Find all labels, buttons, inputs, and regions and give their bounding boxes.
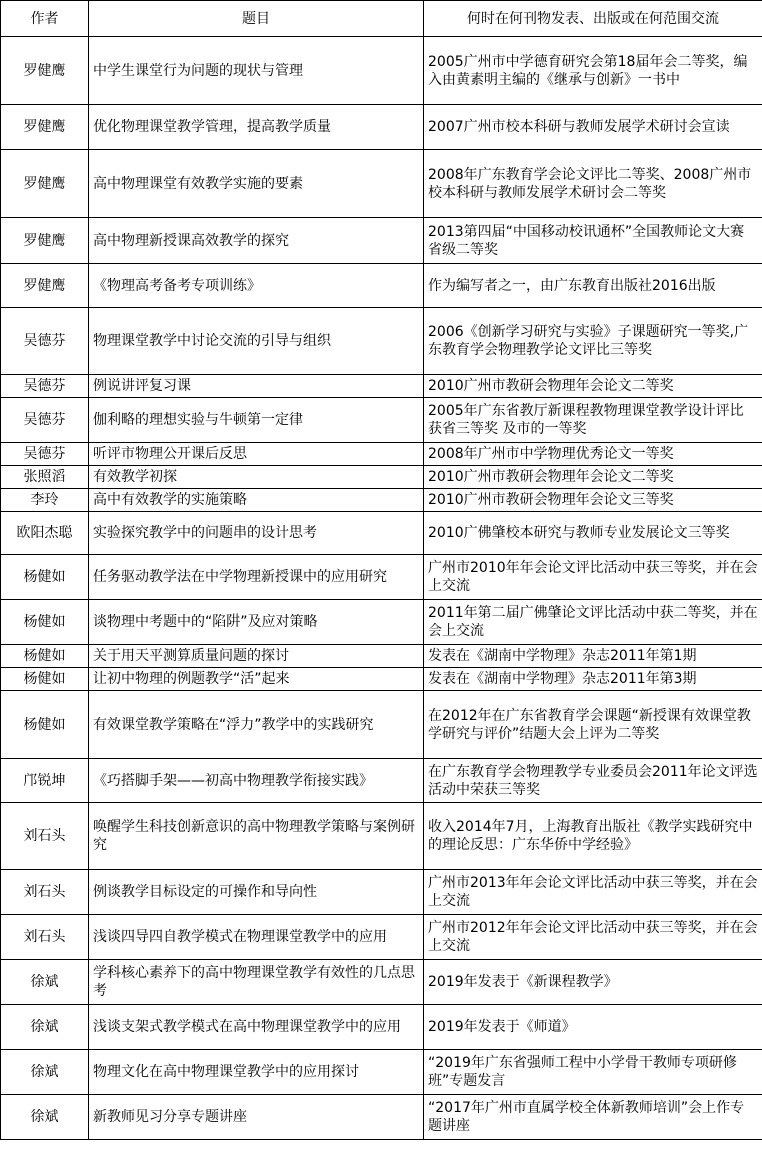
title-cell: 物理文化在高中物理课堂教学中的应用探讨: [89, 1050, 424, 1095]
author-cell: 罗健鹰: [1, 150, 89, 218]
where-cell: 广州市2013年年会论文评比活动中获三等奖，并在会上交流: [424, 870, 762, 915]
where-cell: 广州市2012年年会论文评比活动中获三等奖，并在会上交流: [424, 915, 762, 960]
table-row: [1, 960, 762, 1005]
table-row: [1, 150, 762, 218]
title-cell: 《巧搭脚手架——初高中物理教学衔接实践》: [89, 759, 424, 803]
table-row: [1, 264, 762, 308]
where-cell: “2019年广东省强师工程中小学骨干教师专项研修班”专题发言: [424, 1050, 762, 1095]
author-cell: 罗健鹰: [1, 218, 89, 264]
author-cell: 徐斌: [1, 1050, 89, 1095]
table-row: [1, 600, 762, 645]
table-row: [1, 308, 762, 375]
table-row: [1, 555, 762, 600]
title-cell: 有效教学初探: [89, 466, 424, 489]
where-cell: 2010广州市教研会物理年会论文三等奖: [424, 489, 762, 512]
title-cell: 优化物理课堂教学管理，提高教学质量: [89, 105, 424, 150]
where-cell: 2019年发表于《新课程教学》: [424, 960, 762, 1005]
title-cell: 学科核心素养下的高中物理课堂教学有效性的几点思考: [89, 960, 424, 1005]
where-cell: 收入2014年7月，上海教育出版社《教学实践研究中的理论反思：广东华侨中学经验》: [424, 803, 762, 870]
author-cell: 徐斌: [1, 1095, 89, 1140]
where-cell: 2011年第二届广佛肇论文评比活动中获二等奖，并在会上交流: [424, 600, 762, 645]
where-cell: “2017年广州市直属学校全体新教师培训”会上作专题讲座: [424, 1095, 762, 1140]
table-row: [1, 512, 762, 555]
author-cell: 罗健鹰: [1, 105, 89, 150]
table-row: [1, 1050, 762, 1095]
author-cell: 刘石头: [1, 803, 89, 870]
table-row: [1, 375, 762, 398]
where-cell: 在广东教育学会物理教学专业委员会2011年论文评选活动中荣获三等奖: [424, 759, 762, 803]
where-cell: 2005广州市中学德育研究会第18届年会二等奖，编入由黄素明主编的《继承与创新》一书中: [424, 37, 762, 105]
table-row: [1, 1095, 762, 1140]
table-row: [1, 691, 762, 759]
title-cell: 浅谈支架式教学模式在高中物理课堂教学中的应用: [89, 1005, 424, 1050]
author-cell: 杨健如: [1, 691, 89, 759]
where-cell: 2010广佛肇校本研究与教师专业发展论文三等奖: [424, 512, 762, 555]
author-cell: 吴德芬: [1, 308, 89, 375]
title-cell: 高中有效教学的实施策略: [89, 489, 424, 512]
where-cell: 2010广州市教研会物理年会论文二等奖: [424, 375, 762, 398]
table-row: [1, 668, 762, 691]
title-cell: 中学生课堂行为问题的现状与管理: [89, 37, 424, 105]
title-cell: 伽利略的理想实验与牛顿第一定律: [89, 398, 424, 443]
title-cell: 有效课堂教学策略在“浮力”教学中的实践研究: [89, 691, 424, 759]
table-row: [1, 1005, 762, 1050]
where-cell: 2008年广州市中学物理优秀论文一等奖: [424, 443, 762, 466]
author-cell: 杨健如: [1, 668, 89, 691]
author-cell: 吴德芬: [1, 398, 89, 443]
where-cell: 2007广州市校本科研与教师发展学术研讨会宣读: [424, 105, 762, 150]
title-cell: 例谈教学目标设定的可操作和导向性: [89, 870, 424, 915]
author-cell: 吴德芬: [1, 375, 89, 398]
title-cell: 任务驱动教学法在中学物理新授课中的应用研究: [89, 555, 424, 600]
table-row: [1, 443, 762, 466]
table-row: [1, 915, 762, 960]
author-cell: 罗健鹰: [1, 37, 89, 105]
author-cell: 杨健如: [1, 555, 89, 600]
title-cell: 《物理高考备考专项训练》: [89, 264, 424, 308]
table-row: [1, 218, 762, 264]
author-cell: 欧阳杰聪: [1, 512, 89, 555]
title-cell: 高中物理新授课高效教学的探究: [89, 218, 424, 264]
where-cell: 2008年广东教育学会论文评比二等奖、2008广州市校本科研与教师发展学术研讨会二等奖: [424, 150, 762, 218]
title-cell: 物理课堂教学中讨论交流的引导与组织: [89, 308, 424, 375]
author-cell: 罗健鹰: [1, 264, 89, 308]
title-cell: 唤醒学生科技创新意识的高中物理教学策略与案例研究: [89, 803, 424, 870]
table-row: [1, 803, 762, 870]
header-row: [1, 1, 762, 37]
header-author: 作者: [1, 1, 89, 37]
table-row: [1, 105, 762, 150]
author-cell: 张照滔: [1, 466, 89, 489]
where-cell: 2019年发表于《师道》: [424, 1005, 762, 1050]
author-cell: 刘石头: [1, 870, 89, 915]
author-cell: 杨健如: [1, 600, 89, 645]
header-where: 何时在何刊物发表、出版或在何范围交流: [424, 1, 762, 37]
title-cell: 关于用天平测算质量问题的探讨: [89, 645, 424, 668]
title-cell: 听评市物理公开课后反思: [89, 443, 424, 466]
author-cell: 李玲: [1, 489, 89, 512]
where-cell: 2006《创新学习研究与实验》子课题研究一等奖,广东教育学会物理教学论文评比三等奖: [424, 308, 762, 375]
where-cell: 2005年广东省教厅新课程教物理课堂教学设计评比 获省三等奖 及市的一等奖: [424, 398, 762, 443]
title-cell: 例说讲评复习课: [89, 375, 424, 398]
author-cell: 吴德芬: [1, 443, 89, 466]
author-cell: 杨健如: [1, 645, 89, 668]
where-cell: 广州市2010年年会论文评比活动中获三等奖，并在会上交流: [424, 555, 762, 600]
title-cell: 谈物理中考题中的“陷阱”及应对策略: [89, 600, 424, 645]
author-cell: 刘石头: [1, 915, 89, 960]
table-row: [1, 645, 762, 668]
where-cell: 2010广州市教研会物理年会论文二等奖: [424, 466, 762, 489]
where-cell: 2013第四届“中国移动校讯通杯”全国教师论文大赛省级二等奖: [424, 218, 762, 264]
author-cell: 邝锐坤: [1, 759, 89, 803]
title-cell: 高中物理课堂有效教学实施的要素: [89, 150, 424, 218]
table-row: [1, 466, 762, 489]
title-cell: 实验探究教学中的问题串的设计思考: [89, 512, 424, 555]
where-cell: 在2012年在广东省教育学会课题“新授课有效课堂教学研究与评价”结题大会上评为二等奖: [424, 691, 762, 759]
title-cell: 浅谈四导四自教学模式在物理课堂教学中的应用: [89, 915, 424, 960]
table-row: [1, 870, 762, 915]
table-row: [1, 398, 762, 443]
author-cell: 徐斌: [1, 1005, 89, 1050]
table-row: [1, 759, 762, 803]
where-cell: 发表在《湖南中学物理》杂志2011年第3期: [424, 668, 762, 691]
table-row: [1, 37, 762, 105]
where-cell: 发表在《湖南中学物理》杂志2011年第1期: [424, 645, 762, 668]
where-cell: 作为编写者之一，由广东教育出版社2016出版: [424, 264, 762, 308]
header-title: 题目: [89, 1, 424, 37]
table-row: [1, 489, 762, 512]
title-cell: 让初中物理的例题教学“活”起来: [89, 668, 424, 691]
author-cell: 徐斌: [1, 960, 89, 1005]
title-cell: 新教师见习分享专题讲座: [89, 1095, 424, 1140]
